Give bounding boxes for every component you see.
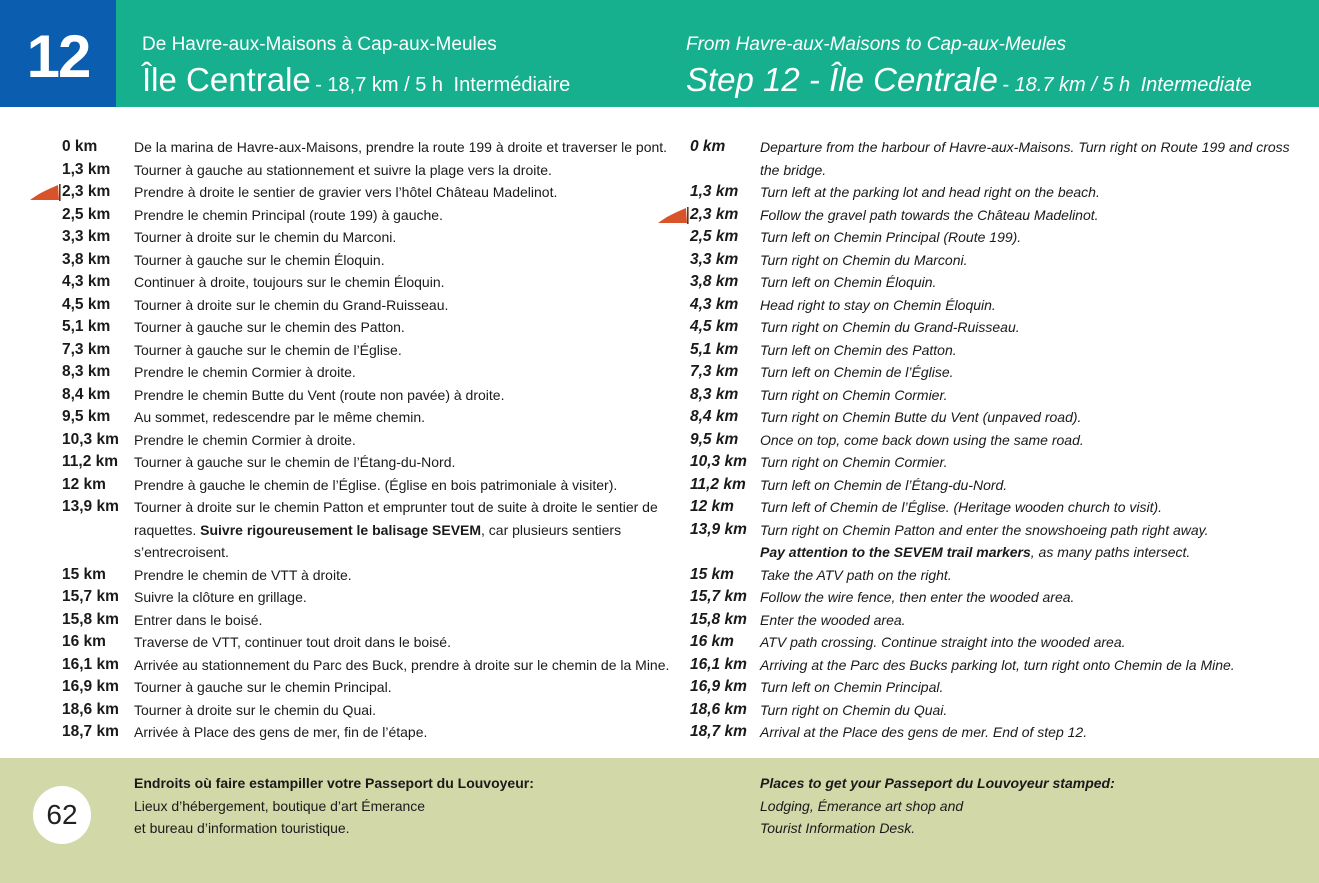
itinerary-row [62,159,682,182]
instruction-text [134,271,682,294]
instruction-text [760,181,1290,204]
instruction-main: Prendre le chemin Cormier à droite. [134,364,356,380]
itinerary-english [690,136,1290,744]
itinerary-row [690,226,1290,249]
distance-marker [62,226,134,249]
instruction-main: Tourner à gauche sur le chemin Éloquin. [134,251,385,268]
instruction-text [760,609,1290,632]
itinerary-row [62,474,682,497]
itinerary-row [690,249,1290,272]
distance-value: 12 km [62,475,106,493]
itinerary-row [690,631,1290,654]
header-en-title: Step 12 - Île Centrale [686,61,998,98]
instruction-main: De la marina de Havre-aux-Maisons, prendre la route 199 à droite et traverser le pont. [134,139,668,155]
distance-marker [690,294,760,317]
instruction-main: Turn right on Chemin Butte du Vent (unpaved road). [760,409,1082,425]
distance-value: 18,6 km [690,700,747,718]
itinerary-row [62,181,682,204]
instruction-text [134,474,682,497]
instruction-main: Turn right on Chemin du Quai. [760,701,948,718]
itinerary-row [62,721,682,744]
distance-marker [690,339,760,362]
distance-value: 15,7 km [690,588,747,605]
instruction-text [134,631,682,654]
itinerary-row [62,676,682,699]
distance-value: 3,8 km [62,250,111,268]
instruction-text [134,654,682,677]
distance-marker [690,249,760,272]
distance-value: 4,5 km [690,318,739,335]
instruction-text [134,384,682,407]
itinerary-row [690,181,1290,204]
distance-marker [690,204,760,227]
instruction-emphasis: Suivre rigoureusement le balisage SEVEM [200,521,482,538]
footer-en-line2: Tourist Information Desk. [760,820,916,836]
itinerary-row [62,564,682,587]
distance-marker [690,609,760,632]
itinerary-row [62,496,682,564]
distance-value: 4,3 km [690,295,739,313]
distance-marker [690,136,760,181]
itinerary-row [62,249,682,272]
distance-marker [62,181,134,204]
instruction-main: Turn left on Chemin Éloquin. [760,274,937,290]
instruction-text [760,271,1290,294]
instruction-main: Head right to stay on Chemin Éloquin. [760,296,996,313]
distance-value: 16,9 km [62,678,119,695]
distance-value: 5,1 km [62,318,111,335]
distance-value: 8,4 km [62,385,111,403]
distance-value: 18,7 km [62,723,119,740]
instruction-main: Turn right on Chemin du Marconi. [760,251,968,268]
distance-marker [62,721,134,744]
distance-value: 2,5 km [62,205,111,223]
instruction-text [760,204,1290,227]
header-english [686,34,1252,105]
distance-marker [690,631,760,654]
distance-marker [690,316,760,339]
instruction-text [134,249,682,272]
distance-value: 10,3 km [62,430,119,448]
itinerary-row [62,294,682,317]
instruction-main: Turn right on Chemin du Grand-Ruisseau. [760,319,1020,335]
distance-value: 0 km [62,138,98,155]
itinerary-row [690,721,1290,744]
instruction-text [134,339,682,362]
distance-value: 15 km [62,565,106,583]
page-header [0,0,1319,107]
distance-marker [690,384,760,407]
itinerary-row [62,609,682,632]
distance-marker [62,676,134,699]
distance-value: 5,1 km [690,340,739,358]
distance-marker [62,451,134,474]
itinerary-row [690,654,1290,677]
distance-value: 10,3 km [690,453,747,470]
itinerary-row [62,699,682,722]
instruction-main: Turn left on Chemin de l’Étang-du-Nord. [760,476,1008,493]
instruction-text [760,654,1290,677]
instruction-text [134,181,682,204]
itinerary-row [690,519,1290,564]
itinerary-french [62,136,682,744]
itinerary-row [690,361,1290,384]
instruction-text [760,564,1290,587]
instruction-text [760,316,1290,339]
instruction-main: Tourner à droite sur le chemin Patton et emprunter tout de suite à droite le sentier de raquettes. [134,499,658,538]
instruction-main: Enter the wooded area. [760,611,906,628]
instruction-text [134,609,682,632]
page-footer [0,758,1319,883]
instruction-text [760,631,1290,654]
distance-marker [690,496,760,519]
distance-marker [690,271,760,294]
footer-english [760,772,1115,840]
distance-value: 3,8 km [690,273,739,290]
distance-value: 18,7 km [690,723,747,740]
distance-marker [690,226,760,249]
distance-marker [690,451,760,474]
instruction-text [760,474,1290,497]
distance-value: 15 km [690,565,734,583]
distance-value: 12 km [690,498,734,515]
distance-marker [62,586,134,609]
distance-value: 18,6 km [62,700,119,718]
distance-marker [62,249,134,272]
itinerary-row [62,316,682,339]
instruction-text [134,361,682,384]
itinerary-row [62,429,682,452]
distance-marker [62,496,134,564]
distance-value: 16,9 km [690,678,747,695]
distance-marker [62,699,134,722]
instruction-text [760,451,1290,474]
instruction-text [134,226,682,249]
distance-marker [62,631,134,654]
instruction-main: Follow the gravel path towards the Château Madelinot. [760,206,1099,223]
distance-value: 16,1 km [690,655,747,673]
distance-value: 0 km [690,138,726,155]
instruction-main: Take the ATV path on the right. [760,566,952,583]
itinerary-row [62,361,682,384]
distance-value: 3,3 km [690,250,739,268]
distance-marker [62,204,134,227]
header-fr-level: Intermédiaire [453,74,571,96]
distance-value: 13,9 km [62,498,119,515]
instruction-text [760,361,1290,384]
instruction-emphasis: Pay attention to the SEVEM trail markers [760,544,1031,560]
instruction-main: Tourner à gauche au stationnement et suivre la plage vers la droite. [134,161,552,178]
instruction-main: Follow the wire fence, then enter the wooded area. [760,589,1075,605]
instruction-text [760,249,1290,272]
instruction-text [134,564,682,587]
distance-value: 16 km [690,633,734,650]
distance-value: 13,9 km [690,520,747,538]
distance-value: 7,3 km [62,340,111,358]
distance-marker [62,654,134,677]
distance-marker [690,519,760,564]
itinerary-row [62,406,682,429]
instruction-main: Au sommet, redescendre par le même chemin. [134,409,426,425]
itinerary-row [62,339,682,362]
distance-value: 1,3 km [690,183,739,200]
itinerary-row [690,609,1290,632]
itinerary-row [690,429,1290,452]
itinerary-row [690,564,1290,587]
instruction-text [760,676,1290,699]
instruction-continued: , car plusieurs sentiers s’entrecroisent. [134,521,622,560]
instruction-text [760,586,1290,609]
footer-en-line1: Lodging, Émerance art shop and [760,797,964,814]
instruction-main: Tourner à gauche sur le chemin des Patton. [134,319,405,335]
instruction-text [760,294,1290,317]
instruction-main: Traverse de VTT, continuer tout droit dans le boisé. [134,634,451,650]
distance-value: 8,4 km [690,408,739,425]
itinerary-row [62,271,682,294]
instruction-text [134,316,682,339]
distance-value: 9,5 km [62,408,111,425]
distance-value: 7,3 km [690,363,739,380]
instruction-main: Tourner à droite sur le chemin du Grand-Ruisseau. [134,296,449,313]
instruction-main: Tourner à gauche sur le chemin Principal. [134,679,392,695]
trail-flag-icon [30,184,61,201]
distance-value: 2,3 km [690,205,739,223]
itinerary-row [62,136,682,159]
distance-marker [62,136,134,159]
distance-value: 15,7 km [62,588,119,605]
instruction-text [760,699,1290,722]
instruction-main: Prendre à droite le sentier de gravier vers l’hôtel Château Madelinot. [134,184,558,200]
instruction-main: Arriving at the Parc des Bucks parking lot, turn right onto Chemin de la Mine. [760,656,1235,673]
instruction-text [760,721,1290,744]
instruction-main: Turn right on Chemin Cormier. [760,386,948,403]
header-fr-title-line [142,62,570,105]
step-number: 12 [0,0,116,107]
distance-marker [62,406,134,429]
instruction-main: Continuer à droite, toujours sur le chemin Éloquin. [134,274,445,290]
itinerary-row [62,654,682,677]
itinerary-row [690,496,1290,519]
instruction-text [760,496,1290,519]
distance-value: 2,5 km [690,228,739,245]
instruction-text [760,136,1290,181]
distance-marker [690,699,760,722]
distance-value: 1,3 km [62,160,111,178]
distance-value: 11,2 km [690,475,746,493]
instruction-main: Entrer dans le boisé. [134,611,263,628]
footer-en-title: Places to get your Passeport du Louvoyeur stamped: [760,775,1115,791]
instruction-main: Turn right on Chemin Patton and enter the snowshoeing path right away. [760,521,1209,538]
distance-value: 8,3 km [62,363,111,380]
distance-value: 11,2 km [62,453,119,470]
instruction-text [134,586,682,609]
itinerary-row [690,406,1290,429]
distance-marker [690,361,760,384]
itinerary-row [690,699,1290,722]
instruction-text [134,294,682,317]
distance-marker [62,271,134,294]
itinerary-row [62,451,682,474]
distance-marker [62,294,134,317]
itinerary-row [690,474,1290,497]
itinerary-row [62,204,682,227]
header-en-subtitle: From Havre-aux-Maisons to Cap-aux-Meules [686,34,1067,55]
distance-value: 2,3 km [62,183,111,200]
distance-marker [690,654,760,677]
distance-value: 16 km [62,633,106,650]
instruction-main: Turn left of Chemin de l’Église. (Heritage wooden church to visit). [760,499,1163,515]
itinerary-row [690,586,1290,609]
header-en-title-line [686,62,1252,105]
footer-french [134,772,534,840]
instruction-text [760,519,1290,564]
instruction-main: Tourner à droite sur le chemin du Marconi. [134,229,397,245]
distance-marker [690,406,760,429]
instruction-main: Prendre le chemin Cormier à droite. [134,431,356,448]
instruction-main: Tourner à gauche sur le chemin de l’Église. [134,341,402,358]
itinerary-row [62,586,682,609]
itinerary-row [690,316,1290,339]
itinerary-row [62,226,682,249]
distance-marker [690,721,760,744]
distance-marker [62,159,134,182]
page-number: 62 [33,786,91,844]
distance-marker [62,361,134,384]
header-fr-title: Île Centrale [142,61,311,98]
distance-marker [62,474,134,497]
distance-value: 16,1 km [62,655,119,673]
distance-marker [690,474,760,497]
header-en-distance: - 18.7 km / 5 h [1002,74,1131,96]
distance-marker [62,339,134,362]
distance-value: 4,5 km [62,295,111,313]
header-fr-distance: - 18,7 km / 5 h [315,74,444,96]
instruction-main: Turn left on Chemin de l’Église. [760,364,954,380]
footer-fr-line1: Lieux d’hébergement, boutique d’art Émerance [134,797,426,814]
instruction-main: Suivre la clôture en grillage. [134,589,307,605]
instruction-main: Turn right on Chemin Cormier. [760,454,948,470]
itinerary-row [690,271,1290,294]
instruction-main: Arrivée à Place des gens de mer, fin de l’étape. [134,724,428,740]
instruction-text [134,451,682,474]
itinerary-row [62,631,682,654]
instruction-main: Prendre le chemin Principal (route 199) à gauche. [134,206,443,223]
distance-marker [62,384,134,407]
distance-marker [690,676,760,699]
instruction-main: Prendre le chemin de VTT à droite. [134,566,352,583]
distance-marker [62,609,134,632]
distance-value: 15,8 km [690,610,747,628]
itinerary-row [690,451,1290,474]
distance-value: 4,3 km [62,273,111,290]
instruction-text [760,406,1290,429]
instruction-main: Tourner à gauche sur le chemin de l’Étang-du-Nord. [134,454,456,470]
distance-value: 15,8 km [62,610,119,628]
header-french [142,34,570,105]
instruction-text [760,429,1290,452]
instruction-text [134,496,682,564]
instruction-text [760,226,1290,249]
instruction-continued: , as many paths intersect. [1030,544,1191,560]
instruction-main: Turn left on Chemin Principal (Route 199). [760,229,1022,245]
itinerary-row [690,339,1290,362]
instruction-main: ATV path crossing. Continue straight into the wooded area. [760,634,1126,650]
instruction-main: Arrival at the Place des gens de mer. End of step 12. [760,724,1088,740]
distance-marker [690,586,760,609]
distance-marker [690,564,760,587]
itinerary-row [690,294,1290,317]
itinerary-row [690,384,1290,407]
distance-marker [62,429,134,452]
instruction-main: Once on top, come back down using the same road. [760,431,1084,448]
instruction-text [134,406,682,429]
distance-value: 8,3 km [690,385,739,403]
instruction-main: Turn left on Chemin des Patton. [760,341,957,358]
instruction-text [134,204,682,227]
distance-marker [690,181,760,204]
instruction-text [134,136,682,159]
instruction-main: Tourner à droite sur le chemin du Quai. [134,701,377,718]
instruction-text [134,159,682,182]
itinerary-row [62,384,682,407]
instruction-main: Departure from the harbour of Havre-aux-Maisons. Turn right on Route 199 and cross the bridge. [760,139,1290,178]
header-en-level: Intermediate [1140,74,1252,96]
itinerary-row [690,676,1290,699]
footer-fr-title: Endroits où faire estampiller votre Passeport du Louvoyeur: [134,775,534,791]
trail-flag-icon [658,207,689,224]
instruction-main: Turn left on Chemin Principal. [760,679,944,695]
instruction-text [134,721,682,744]
instruction-text [134,429,682,452]
instruction-text [134,699,682,722]
distance-value: 9,5 km [690,430,739,448]
itinerary-row [690,204,1290,227]
footer-fr-line2: et bureau d’information touristique. [134,820,350,836]
instruction-main: Prendre le chemin Butte du Vent (route non pavée) à droite. [134,386,505,403]
distance-value: 3,3 km [62,228,111,245]
instruction-main: Turn left at the parking lot and head right on the beach. [760,184,1100,200]
itinerary-row [690,136,1290,181]
distance-marker [62,564,134,587]
header-fr-subtitle: De Havre-aux-Maisons à Cap-aux-Meules [142,34,497,55]
distance-marker [690,429,760,452]
instruction-main: Arrivée au stationnement du Parc des Buck, prendre à droite sur le chemin de la Mine. [134,656,670,673]
instruction-main: Prendre à gauche le chemin de l’Église. (Église en bois patrimoniale à visiter). [134,476,618,493]
distance-marker [62,316,134,339]
instruction-text [760,384,1290,407]
instruction-text [134,676,682,699]
instruction-text [760,339,1290,362]
